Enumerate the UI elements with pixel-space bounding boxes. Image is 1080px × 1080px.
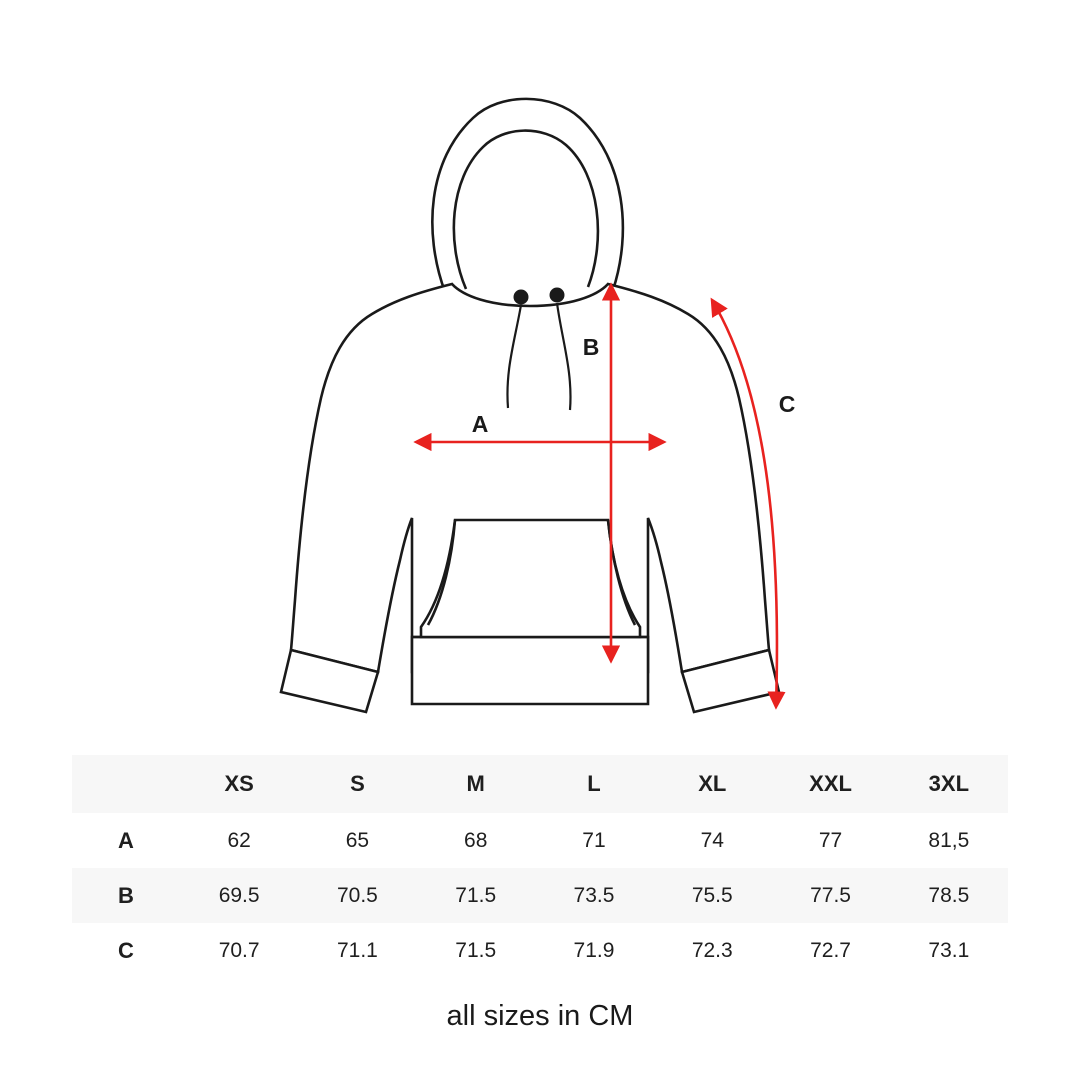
cell-c-3xl: 73.1 bbox=[928, 938, 970, 962]
row-label-c: C bbox=[118, 937, 134, 963]
cell-b-xxl: 77.5 bbox=[810, 883, 851, 907]
header-cell-m: M bbox=[466, 771, 485, 796]
cell-a-xl: 74 bbox=[700, 828, 724, 852]
size-table-container bbox=[72, 755, 1008, 978]
measure-label-c: C bbox=[778, 391, 796, 417]
cell-b-s: 70.5 bbox=[336, 883, 378, 907]
measure-label-b: B bbox=[582, 334, 600, 360]
cell-c-m: 71.5 bbox=[455, 938, 497, 962]
cell-a-l: 71 bbox=[582, 828, 606, 852]
header-cell-3xl: 3XL bbox=[928, 771, 970, 796]
eyelet-left bbox=[514, 290, 529, 305]
table-row bbox=[72, 813, 1008, 868]
hood-inner-outline bbox=[454, 131, 598, 289]
cell-c-xxl: 72.7 bbox=[810, 938, 851, 962]
waistband bbox=[412, 637, 648, 704]
cell-c-s: 71.1 bbox=[336, 938, 378, 962]
header-cell-xl: XL bbox=[698, 771, 727, 796]
header-cell-xxl: XXL bbox=[809, 771, 852, 796]
header-cell-l: L bbox=[587, 771, 601, 796]
cell-b-3xl: 78.5 bbox=[928, 883, 970, 907]
units-note: all sizes in CM bbox=[446, 1000, 634, 1032]
cell-a-m: 68 bbox=[464, 828, 488, 852]
table-row bbox=[72, 923, 1008, 978]
row-label-a: A bbox=[118, 827, 134, 853]
table-header-row bbox=[72, 755, 1008, 813]
cell-a-xxl: 77 bbox=[818, 828, 843, 852]
cell-c-l: 71.9 bbox=[573, 938, 615, 962]
measure-label-a: A bbox=[471, 411, 489, 437]
cell-c-xl: 72.3 bbox=[691, 938, 733, 962]
cell-b-m: 71.5 bbox=[455, 883, 497, 907]
cell-a-xs: 62 bbox=[227, 828, 251, 852]
size-table bbox=[72, 755, 1008, 978]
header-cell-s: S bbox=[350, 771, 365, 796]
cell-a-s: 65 bbox=[345, 828, 370, 852]
header-cell-corner bbox=[72, 755, 180, 813]
cell-c-xs: 70.7 bbox=[218, 938, 260, 962]
cell-b-xs: 69.5 bbox=[218, 883, 260, 907]
cell-b-l: 73.5 bbox=[573, 883, 615, 907]
cell-a-3xl: 81,5 bbox=[928, 828, 970, 852]
table-row bbox=[72, 868, 1008, 923]
row-label-b: B bbox=[118, 882, 134, 908]
header-cell-xs: XS bbox=[224, 771, 254, 796]
eyelet-right bbox=[550, 288, 565, 303]
cell-b-xl: 75.5 bbox=[691, 883, 733, 907]
